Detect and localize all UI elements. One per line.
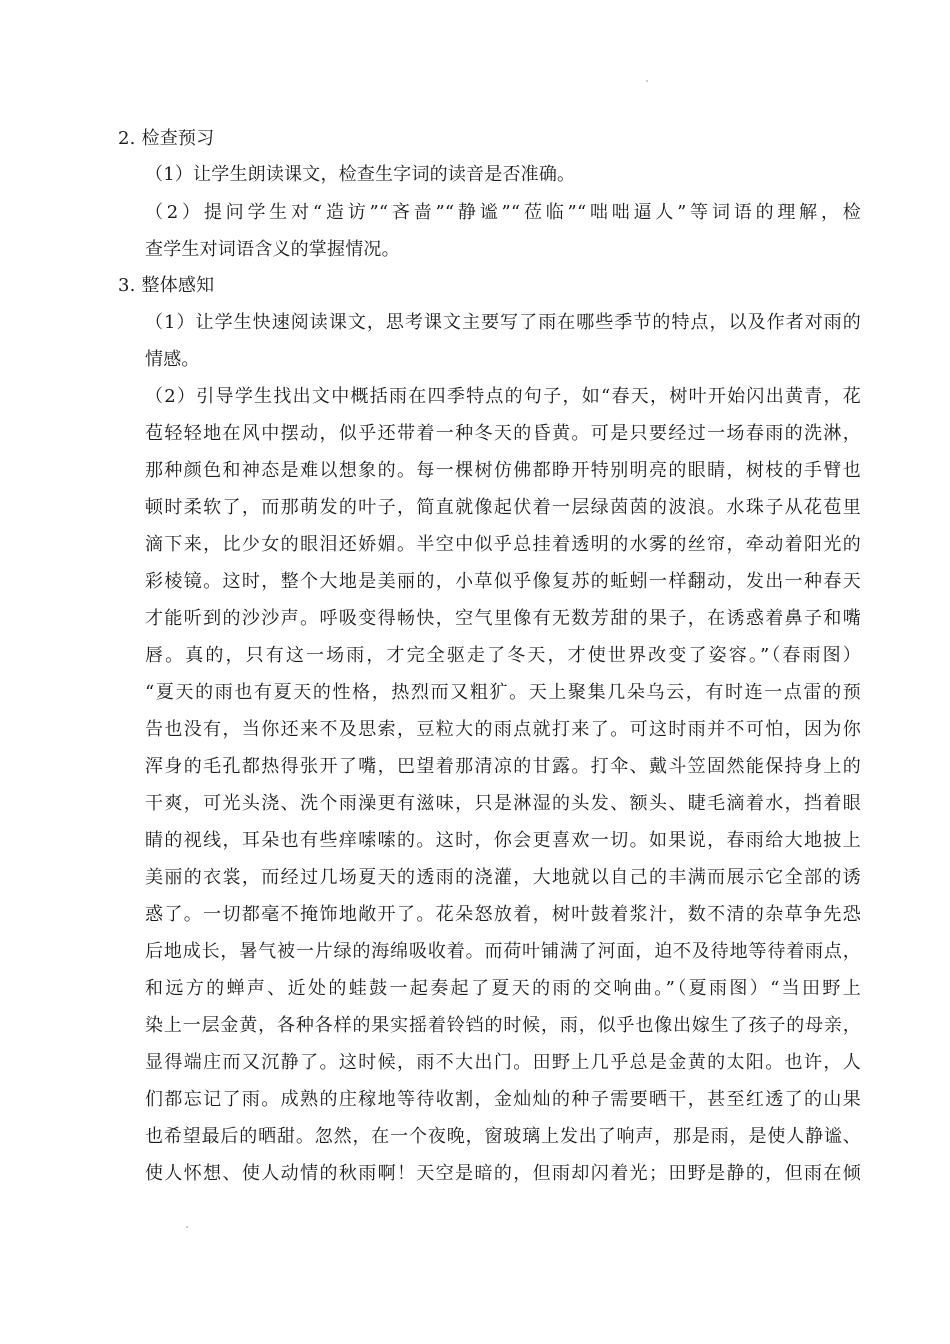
paragraph-line: （2）引导学生找出文中概括雨在四季特点的句子，如“春天，树叶开始闪出黄青，花 (145, 386, 861, 407)
paragraph-line: （2）提问学生对“造访”“吝啬”“静谧”“莅临”“咄咄逼人”等词语的理解，检 (145, 202, 861, 223)
paragraph-line: 干爽，可光头浇、洗个雨澡更有滋味，只是淋湿的头发、额头、睫毛滴着水，挡着眼 (145, 793, 861, 814)
paragraph-line: 使人怀想、使人动情的秋雨啊！天空是暗的，但雨却闪着光；田野是静的，但雨在倾 (145, 1163, 861, 1184)
paragraph-line: “夏天的雨也有夏天的性格，热烈而又粗犷。天上聚集几朵乌云，有时连一点雷的预 (145, 682, 861, 703)
paragraph-line: 彩棱镜。这时，整个大地是美丽的，小草似乎像复苏的蚯蚓一样翻动，发出一种春天 (145, 571, 861, 592)
paragraph-line: （1）让学生朗读课文，检查生字词的读音是否准确。 (145, 164, 576, 185)
paragraph-line: 滴下来，比少女的眼泪还娇媚。半空中似乎总挂着透明的水雾的丝帘，牵动着阳光的 (145, 534, 861, 555)
paragraph-line: 后地成长，暑气被一片绿的海绵吸收着。而荷叶铺满了河面，迫不及待地等待着雨点， (145, 941, 861, 962)
paragraph-line: 顿时柔软了，而那萌发的叶子，简直就像起伏着一层绿茵茵的波浪。水珠子从花苞里 (145, 497, 861, 518)
paragraph-line: 那种颜色和神态是难以想象的。每一棵树仿佛都睁开特别明亮的眼睛，树枝的手臂也 (145, 460, 861, 481)
paragraph-line: 惑了。一切都毫不掩饰地敞开了。花朵怒放着，树叶鼓着浆汁，数不清的杂草争先恐 (145, 904, 861, 925)
section-heading: 2. 检查预习 (118, 128, 215, 149)
section-heading: 3. 整体感知 (118, 275, 215, 296)
paragraph-line: 染上一层金黄，各种各样的果实摇着铃铛的时候，雨，似乎也像出嫁生了孩子的母亲， (145, 1015, 861, 1036)
paragraph-line: 美丽的衣裳，而经过几场夏天的透雨的浇灌，大地就以自己的丰满而展示它全部的诱 (145, 867, 861, 888)
paragraph-line: 查学生对词语含义的掌握情况。 (145, 239, 400, 260)
paragraph-line: 显得端庄而又沉静了。这时候，雨不大出门。田野上几乎总是金黄的太阳。也许，人 (145, 1052, 861, 1073)
paragraph-line: （1）让学生快速阅读课文，思考课文主要写了雨在哪些季节的特点，以及作者对雨的 (145, 312, 861, 333)
paragraph-line: 告也没有，当你还来不及思索，豆粒大的雨点就打来了。可这时雨并不可怕，因为你 (145, 719, 861, 740)
paragraph-line: 苞轻轻地在风中摆动，似乎还带着一种冬天的昏黄。可是只要经过一场春雨的洗淋， (145, 423, 861, 444)
page-speck (646, 80, 648, 82)
paragraph-line: 浑身的毛孔都热得张开了嘴，巴望着那清凉的甘露。打伞、戴斗笠固然能保持身上的 (145, 756, 861, 777)
page-speck (186, 1226, 188, 1228)
paragraph-line: 们都忘记了雨。成熟的庄稼地等待收割，金灿灿的种子需要晒干，甚至红透了的山果 (145, 1089, 861, 1110)
paragraph-line: 唇。真的，只有这一场雨，才完全驱走了冬天，才使世界改变了姿容。”（春雨图） (145, 645, 861, 666)
paragraph-line: 情感。 (145, 349, 200, 370)
paragraph-line: 和远方的蝉声、近处的蛙鼓一起奏起了夏天的雨的交响曲。”（夏雨图）“当田野上 (145, 978, 861, 999)
paragraph-line: 睛的视线，耳朵也有些痒嗦嗦的。这时，你会更喜欢一切。如果说，春雨给大地披上 (145, 830, 861, 851)
paragraph-line: 也希望最后的晒甜。忽然，在一个夜晚，窗玻璃上发出了响声，那是雨，是使人静谧、 (145, 1126, 861, 1147)
paragraph-line: 才能听到的沙沙声。呼吸变得畅快，空气里像有无数芳甜的果子，在诱惑着鼻子和嘴 (145, 608, 861, 629)
